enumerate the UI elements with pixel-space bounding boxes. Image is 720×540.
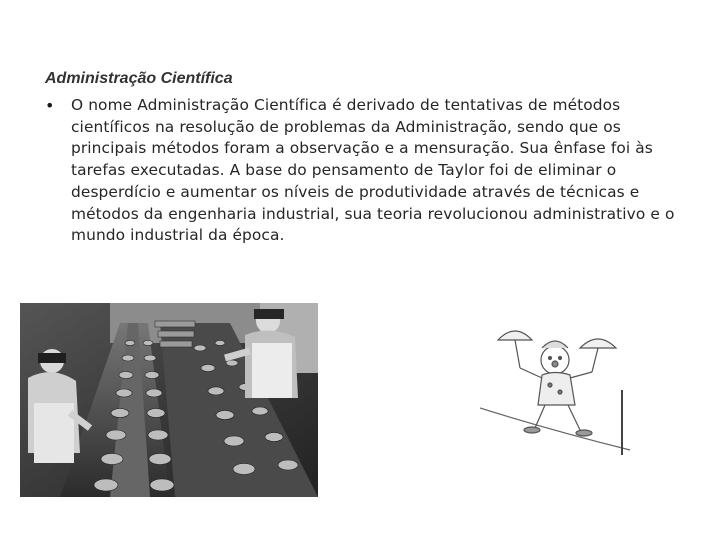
clown-drawing <box>480 320 640 460</box>
bullet-text: O nome Administração Científica é derivado de tentativas de métodos científicos na resolução de problemas da Administração, sendo que os principais métodos foram a observação e a mensuração. Sua ênfase foi às tarefas executadas. A base do pensamento de Taylor foi de eliminar o desperdício e aumentar os níveis de produtividade através de técnicas e métodos da engenharia industrial, sua teoria revolucionou administrativo e o mundo industrial da época. <box>71 96 675 245</box>
bullet-dot-icon: • <box>45 96 55 115</box>
slide-title: Administração Científica <box>45 70 233 87</box>
factory-photo <box>20 303 318 497</box>
bullet-item <box>45 95 685 247</box>
bullet-list <box>45 95 685 247</box>
